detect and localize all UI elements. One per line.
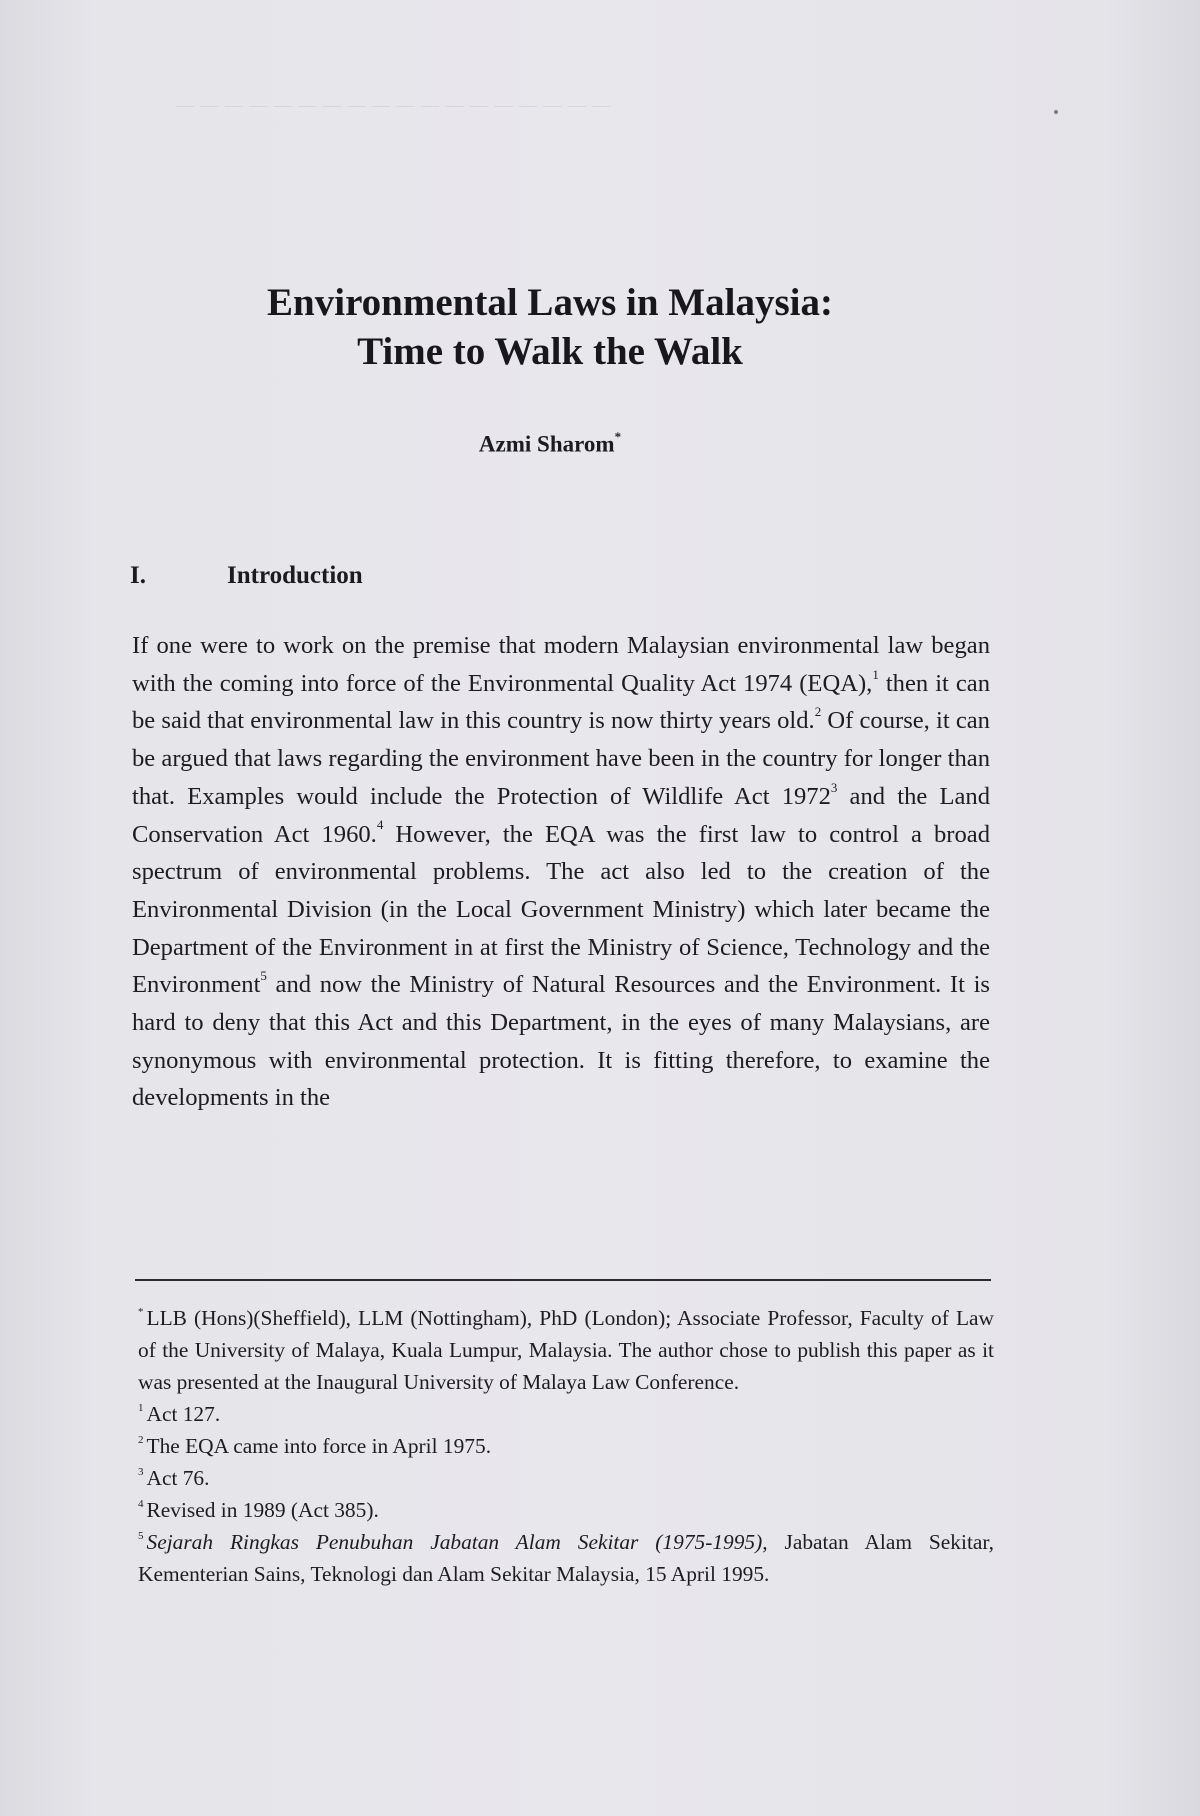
footnote-divider xyxy=(135,1279,991,1281)
footnote-ref-2: 2 xyxy=(814,704,822,720)
footnote-author xyxy=(138,1302,994,1398)
section-heading xyxy=(130,562,363,590)
body-text-segment: and now the Ministry of Natural Resources and the Environment. It is hard to deny that this Act and this Department, in the eyes of many Malaysians, are synonymous with environmental protection. It is fitting therefore, to examine the developments in the xyxy=(132,971,990,1112)
footnote-5 xyxy=(138,1526,994,1590)
footnote-1 xyxy=(138,1398,994,1430)
footnote-text: Act 127. xyxy=(146,1402,221,1426)
footnote-4 xyxy=(138,1494,994,1526)
body-text-segment: then it can be said that environmental law in this country is now thirty years old. xyxy=(132,669,991,735)
section-title: Introduction xyxy=(227,562,363,589)
show-through-running-head: — — — — — — — — — — — — — — — — — — xyxy=(175,95,611,115)
body-text-segment: Of course, it can be argued that laws regarding the environment have been in the country for longer than that. Examples would include the Protection of Wildlife Act 1972 xyxy=(132,707,990,810)
footnote-mark: * xyxy=(138,1305,144,1318)
footnote-ref-4: 4 xyxy=(376,817,384,833)
footnote-mark: 5 xyxy=(138,1529,144,1542)
footnote-text: , Jabatan Alam Sekitar, Kementerian Sains, Teknologi dan Alam Sekitar Malaysia, 15 April 1995. xyxy=(138,1530,994,1586)
body-paragraph xyxy=(132,627,990,1117)
body-text-segment: However, the EQA was the first law to control a broad spectrum of environmental problems. The act also led to the creation of the Environmental Division (in the Local Government Ministry) which later became the Department of the Environment in at first the Ministry of Science, Technology and the Environment xyxy=(132,820,990,999)
footnote-mark: 3 xyxy=(138,1465,144,1478)
body-text-segment: If one were to work on the premise that modern Malaysian environmental law began with the coming into force of the Environmental Quality Act 1974 (EQA), xyxy=(132,632,990,697)
footnote-mark: 4 xyxy=(138,1497,144,1510)
footnote-text: Act 76. xyxy=(146,1466,210,1490)
footnote-citation-title: Sejarah Ringkas Penubuhan Jabatan Alam Sekitar (1975-1995) xyxy=(146,1530,763,1554)
footnote-mark: 1 xyxy=(138,1401,144,1414)
scan-speck xyxy=(1054,110,1058,114)
footnote-mark: 2 xyxy=(138,1433,144,1446)
footnote-ref-5: 5 xyxy=(260,968,267,984)
footnote-ref-1: 1 xyxy=(872,666,879,682)
footnote-text: Revised in 1989 (Act 385). xyxy=(146,1498,379,1522)
footnote-2 xyxy=(138,1430,994,1462)
body-text-segment: and the Land Conservation Act 1960. xyxy=(132,782,990,848)
footnote-text: LLB (Hons)(Sheffield), LLM (Nottingham), PhD (London); Associate Professor, Faculty of Law of the University of Malaya, Kuala Lumpur, Malaysia. The author chose to publish this paper as it was presented at the Inaugural University of Malaya Law Conference. xyxy=(138,1306,994,1394)
author-byline xyxy=(0,431,1100,458)
footnotes xyxy=(138,1302,994,1590)
footnote-ref-3: 3 xyxy=(830,779,838,795)
section-number: I. xyxy=(130,562,146,589)
article-title-line-1: Environmental Laws in Malaysia: xyxy=(267,281,833,324)
author-name: Azmi Sharom xyxy=(478,431,615,457)
author-footnote-mark: * xyxy=(614,429,622,444)
footnote-3 xyxy=(138,1462,994,1494)
article-title-line-2: Time to Walk the Walk xyxy=(357,330,743,373)
footnote-text: The EQA came into force in April 1975. xyxy=(146,1434,492,1458)
